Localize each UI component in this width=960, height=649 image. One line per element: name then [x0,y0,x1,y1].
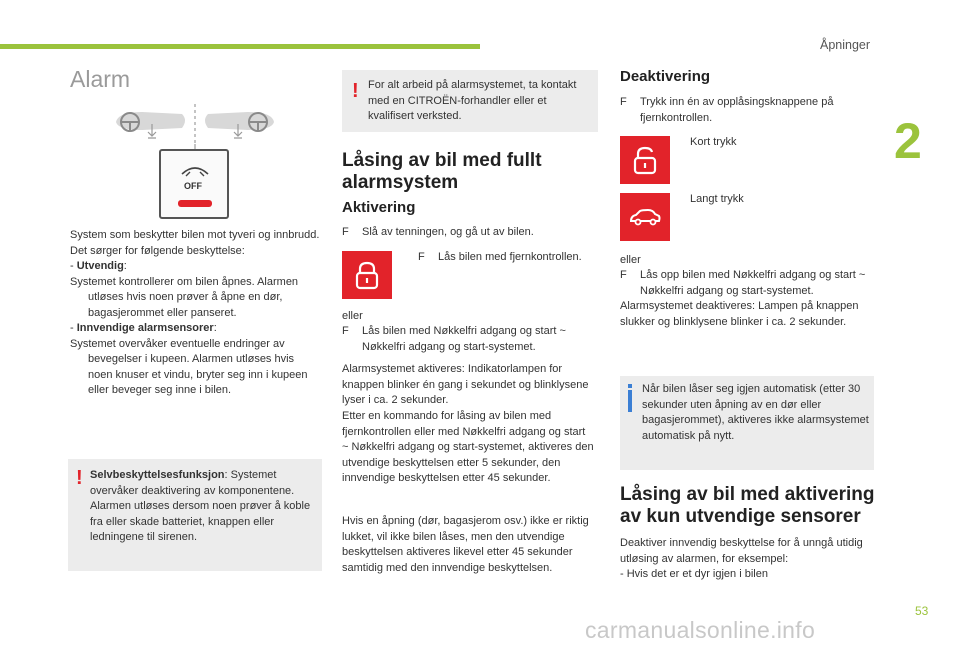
warning-bold: Selvbeskyttelsesfunksjon [90,469,225,481]
info-icon [628,390,632,412]
info-text: Når bilen låser seg igjen automatisk (etter 30 sekunder uten åpning av en dør eller bagasjerommet), aktiveres ikke alarmsystemet automatisk på nytt. [642,383,869,442]
alarm-off-button-label: OFF [184,181,202,191]
bullet-marker: F [342,325,349,337]
section-heading-exterior-only: Låsing av bil med aktivering av kun utvendige sensorer [620,484,875,527]
step-text: Lås bilen med fjernkontrollen. [438,251,582,263]
intro-paragraph: System som beskytter bilen mot tyveri og innbrudd. Det sørger for følgende beskyttelse: [70,229,320,257]
feature-exterior-desc2: utløses hvis noen prøver å åpne en dør, bagasjerommet eller panseret. [88,291,283,319]
section-title: Åpninger [820,38,871,52]
feature-exterior-label: Utvendig [76,260,124,272]
dealer-warning-text: For alt arbeid på alarmsystemet, ta kontakt med en CITROËN-forhandler eller et kvalifisert verksted. [368,79,577,122]
feature-interior-desc1: Systemet overvåker eventuelle endringer av [70,337,285,350]
long-press-label: Langt trykk [690,193,744,205]
step-keyless-lock [342,324,598,355]
step-ignition-off [342,225,598,241]
info-icon-dot [628,384,632,388]
self-protection-warning-box [68,459,322,571]
exterior-only-item [620,567,872,583]
warning-icon: ! [76,467,83,489]
feature-exterior-desc1: Systemet kontrollerer om bilen åpnes. Alarmen [70,275,299,288]
chapter-number: 2 [894,113,922,169]
step-text: Lås opp bilen med Nøkkelfri adgang og start ~ Nøkkelfri adgang og start-systemet. [640,269,866,297]
feature-exterior [70,259,320,275]
page-title: Alarm [70,66,131,92]
activation-para3: Hvis en åpning (dør, bagasjerom osv.) ikke er riktig lukket, vil ikke bilen låses, men den utvendige beskyttelsen aktiveres likevel etter 45 sekunder samtidig med den innvendige beskyttelsen. [342,515,589,574]
header-accent-bar [0,44,480,49]
exterior-only-para: Deaktiver innvendig beskyttelse for å unngå utidig utløsing av alarmen, for eksempel: [620,537,863,565]
deactivation-para: Alarmsystemet deaktiveres: Lampen på knappen slukker og blinklysene blinker i ca. 2 sekunder. [620,300,859,328]
step-keyless-unlock [620,268,878,299]
feature-interior [70,321,320,337]
or-label: eller [342,310,363,322]
short-press-label: Kort trykk [690,136,737,148]
dash: - [70,260,74,272]
exterior-only-item-text: Hvis det er et dyr igjen i bilen [626,568,768,580]
dash: - [620,568,624,580]
intro-text [70,228,320,399]
step-unlock-remote [620,95,874,126]
step-text: Lås bilen med Nøkkelfri adgang og start ~ Nøkkelfri adgang og start-systemet. [362,325,566,353]
bullet-marker: F [342,226,349,238]
dash: - [70,322,74,334]
activation-para1: Alarmsystemet aktiveres: Indikatorlampen for knappen blinker én gang i sekundet og blinklysene lyser i ca. 2 sekunder. [342,363,589,406]
bullet-marker: F [620,269,627,281]
section-heading-full-alarm: Låsing av bil med fullt alarmsystem [342,150,542,193]
step-text: Trykk inn én av opplåsingsknappene på fjernkontrollen. [640,96,834,124]
warning-text [90,468,316,546]
page-number: 53 [915,604,929,618]
subheading-activation: Aktivering [342,199,416,216]
step-text: Slå av tenningen, og gå ut av bilen. [362,226,534,238]
warning-icon: ! [352,80,359,102]
colon: : [213,322,217,334]
car-interior-icon [112,102,278,220]
feature-interior-label: Innvendige alarmsensorer [76,322,214,334]
unlock-icon [620,136,670,184]
warning-body: : Systemet overvåker deaktivering av komponentene. Alarmen utløses dersom noen prøver å koble fra eller skade batteriet, knappen eller ledningene til sirenen. [90,469,311,543]
bullet-marker: F [418,251,425,263]
bullet-marker: F [620,96,627,108]
auto-relock-info-box [620,376,874,470]
colon: : [123,260,127,272]
dealer-warning-box [342,70,598,132]
lock-icon [342,251,392,299]
watermark: carmanualsonline.info [585,617,816,643]
car-unlock-icon [620,193,670,241]
subheading-deactivation: Deaktivering [620,68,711,85]
step-lock-remote [418,250,602,266]
or-label: eller [620,254,641,266]
alarm-illustration [112,102,278,220]
feature-interior-desc2: bevegelser i kupeen. Alarmen utløses hvis noen knuser et vindu, bryter seg inn i kupeen eller beveger seg inne i bilen. [88,353,308,396]
activation-para2: Etter en kommando for låsing av bilen med fjernkontrollen eller med Nøkkelfri adgang og start ~ Nøkkelfri adgang og start-systemet, aktiveres den utvendige beskyttelsen etter 5 sekunder, den innvendige beskyttelsen etter 45 sekunder. [342,410,594,484]
